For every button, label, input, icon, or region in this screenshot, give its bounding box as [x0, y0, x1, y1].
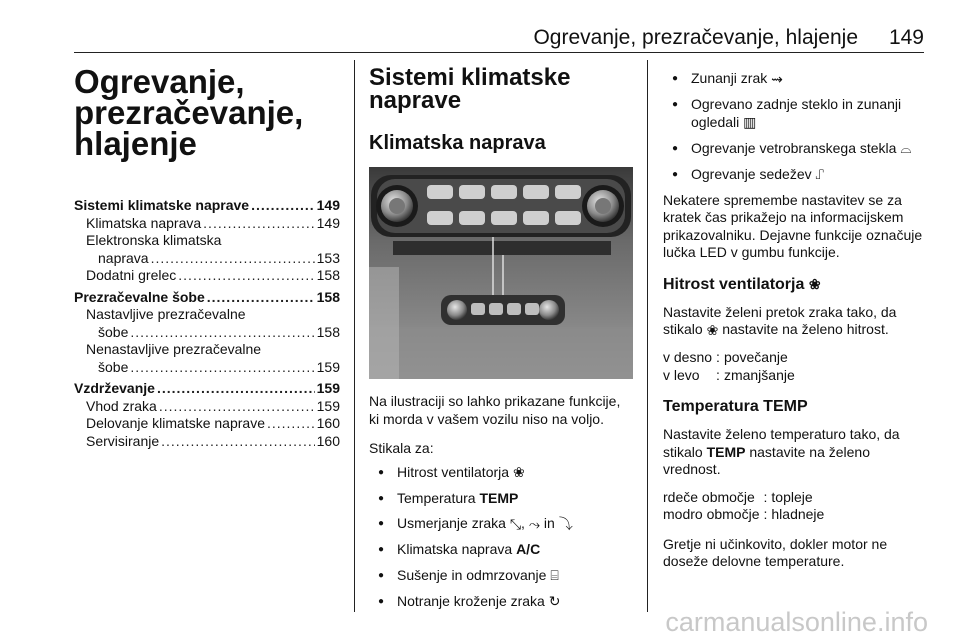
paragraph: Gretje ni učinkovito, dokler motor ne doseže delovne temperature.	[663, 535, 888, 570]
list-item: ● Usmerjanje zraka ⤡, ⤳ in ⤵	[369, 515, 633, 533]
climate-panel-illustration	[369, 167, 633, 379]
column-divider-1	[354, 60, 355, 612]
switch-list-continued	[663, 70, 927, 184]
chapter-title: Ogrevanje, prezračevanje, hlajenje	[74, 63, 304, 162]
airflow-icon: ⤵	[558, 515, 573, 532]
subsection-title: Klimatska naprava	[369, 132, 546, 154]
outside-air-icon: ⇝	[771, 70, 783, 87]
watermark: carmanualsonline.info	[665, 607, 928, 637]
column-divider-2	[647, 60, 648, 612]
list-item: ● Zunanji zrak ⇝	[663, 70, 927, 88]
windshield-heat-icon: ⌓	[900, 140, 912, 157]
list-item: ● Ogrevanje sedežev ⑀	[663, 166, 927, 184]
toc-entry[interactable]: šobe ..... 158	[74, 324, 340, 342]
fan-icon: ❀	[808, 275, 821, 292]
list-item: ● Notranje kroženje zraka ↻	[369, 593, 633, 611]
toc-entry[interactable]: Vzdrževanje ..... 159	[74, 380, 340, 398]
figure-caption: Na ilustraciji so lahko prikazane funkcije, ki morda v vašem vozilu niso na voljo.	[369, 393, 621, 427]
list-item: ● Hitrost ventilatorja ❀	[369, 464, 633, 482]
section-title: Sistemi klimatske naprave	[369, 64, 571, 114]
list-item: ● Ogrevanje vetrobranskega stekla ⌓	[663, 140, 927, 158]
table-row: v desno : povečanje	[663, 349, 788, 366]
running-title: Ogrevanje, prezračevanje, hlajenje	[533, 26, 858, 49]
toc-entry[interactable]: Prezračevalne šobe ..... 158	[74, 289, 340, 307]
temperature-heading: Temperatura TEMP	[663, 398, 808, 416]
toc-entry[interactable]: Servisiranje ..... 160	[74, 433, 340, 451]
toc-entry[interactable]: Dodatni grelec ..... 158	[74, 267, 340, 285]
list-item: ● Ogrevano zadnje steklo in zunanji ogledali ▥	[663, 96, 927, 132]
toc-entry-line1[interactable]: Elektronska klimatska	[86, 232, 222, 248]
climate-control-photo	[369, 167, 633, 379]
content-column-3	[663, 66, 927, 612]
page-header	[0, 0, 960, 50]
toc-entry[interactable]: Delovanje klimatske naprave ..... 160	[74, 415, 340, 433]
list-item: ● Sušenje in odmrzovanje ⌸	[369, 567, 633, 585]
table-row: rdeče območje : topleje	[663, 488, 813, 505]
fan-speed-heading: Hitrost ventilatorja ❀	[663, 275, 821, 293]
paragraph: Nekatere spremembe nastavitev se za kratek čas prikažejo na informacijskem prikazovalniku. Dejavne funkcije označuje lučka LED v gumbu funkcije.	[663, 191, 923, 261]
table-of-contents	[74, 197, 340, 450]
fan-icon: ❀	[706, 321, 719, 338]
toc-entry[interactable]: naprava ..... 153	[74, 250, 340, 268]
toc-column	[74, 63, 340, 612]
header-rule	[74, 52, 924, 53]
intro-text: Stikala za:	[369, 440, 434, 456]
list-item: ● Klimatska naprava A/C	[369, 541, 633, 559]
toc-entry[interactable]: Sistemi klimatske naprave ..... 149	[74, 197, 340, 215]
seat-heat-icon: ⑀	[815, 166, 824, 183]
toc-entry[interactable]: šobe ..... 159	[74, 359, 340, 377]
temperature-zone-table	[663, 489, 828, 524]
toc-entry[interactable]: Klimatska naprava ..... 149	[74, 215, 340, 233]
switch-list	[369, 464, 633, 611]
airflow-icon: ⤳	[528, 515, 541, 532]
paragraph: Nastavite želeni pretok zraka tako, da stikalo ❀ nastavite na želeno hitrost.	[663, 303, 897, 338]
list-item: ● Temperatura TEMP	[369, 490, 633, 508]
page-number: 149	[888, 26, 924, 49]
recirculation-icon: ↻	[548, 593, 561, 610]
fan-direction-table	[663, 349, 799, 384]
rear-window-heat-icon: ▥	[743, 114, 757, 131]
toc-entry[interactable]: Vhod zraka ..... 159	[74, 398, 340, 416]
fan-icon: ❀	[512, 464, 525, 481]
toc-entry-line1[interactable]: Nastavljive prezračevalne	[86, 306, 246, 322]
table-row: v levo : zmanjšanje	[663, 366, 795, 383]
paragraph: Nastavite želeno temperaturo tako, da stikalo TEMP nastavite na želeno vrednost.	[663, 426, 900, 478]
content-column-2	[369, 66, 633, 612]
airflow-icon: ⤡	[509, 515, 522, 532]
table-row: modro območje : hladneje	[663, 506, 825, 523]
defrost-icon: ⌸	[550, 567, 559, 584]
toc-entry-line1[interactable]: Nenastavljive prezračevalne	[86, 341, 262, 357]
